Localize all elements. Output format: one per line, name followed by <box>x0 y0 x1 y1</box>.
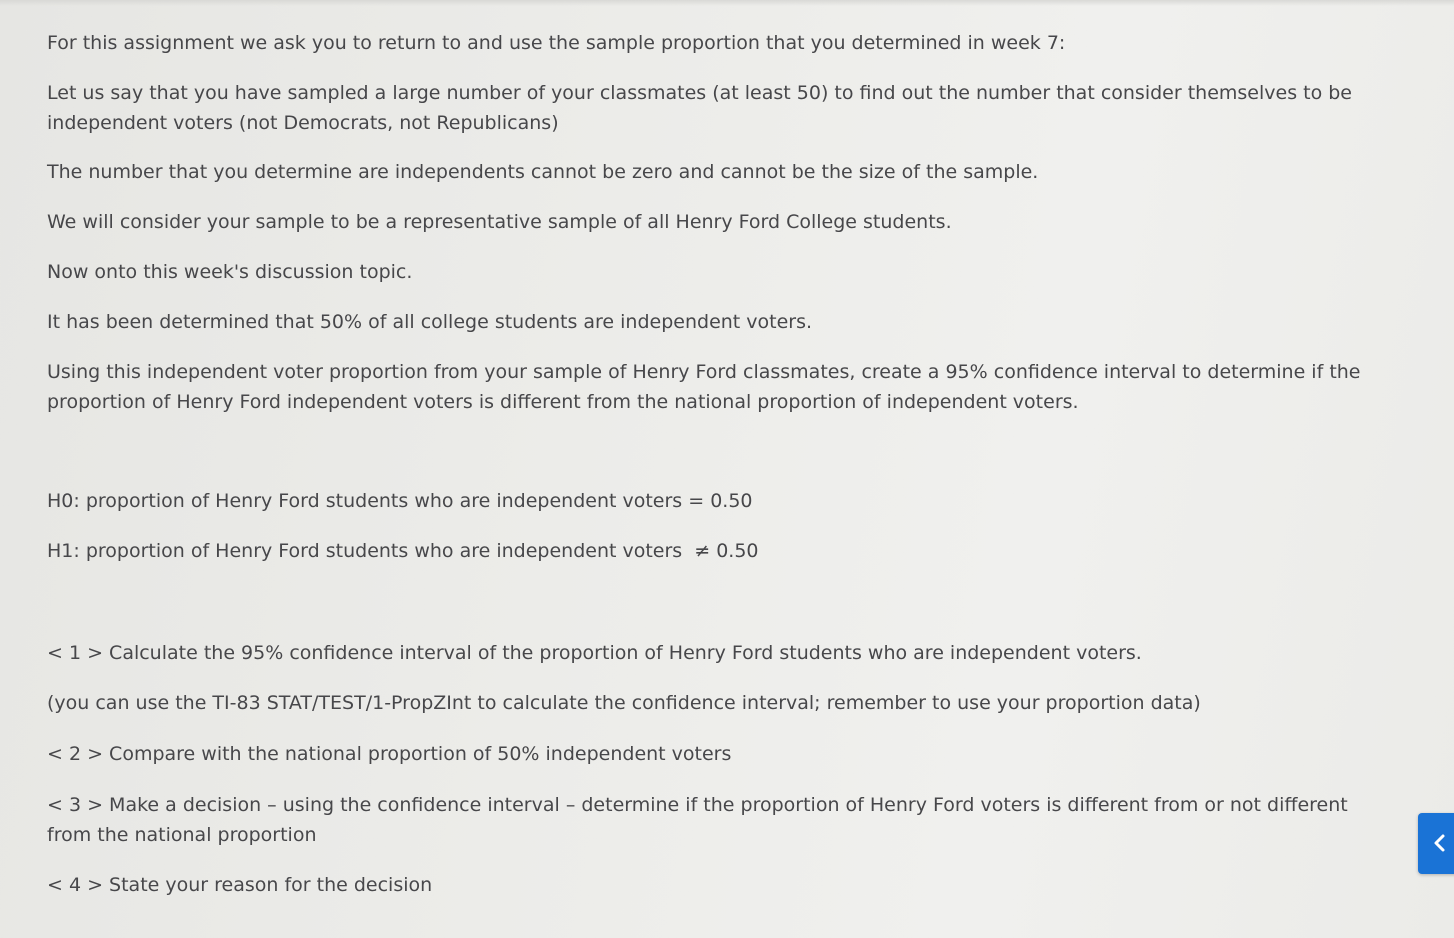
alternative-hypothesis-value: 0.50 <box>716 540 759 562</box>
instruction-paragraph: Using this independent voter proportion from your sample of Henry Ford classmates, create a 95% confidence interval to determine if the proportion of Henry Ford independent voters is different from the national proportion of independent voters. <box>47 361 1361 413</box>
chevron-left-icon <box>1432 833 1448 853</box>
step-3: < 3 > Make a decision – using the confidence interval – determine if the proportion of Henry Ford voters is different from or not different from the national proportion <box>47 794 1348 846</box>
step-4: < 4 > State your reason for the decision <box>47 874 433 896</box>
intro-paragraph: For this assignment we ask you to return to and use the sample proportion that you determined in week 7: <box>47 32 1066 54</box>
alternative-hypothesis-text: H1: proportion of Henry Ford students who are independent voters <box>47 540 683 562</box>
side-collapse-button[interactable] <box>1418 813 1454 874</box>
window-top-edge <box>0 0 1454 6</box>
alternative-hypothesis <box>47 536 759 566</box>
step-1: < 1 > Calculate the 95% confidence interval of the proportion of Henry Ford students who are independent voters. <box>47 642 1142 664</box>
topic-intro-paragraph: Now onto this week's discussion topic. <box>47 261 413 283</box>
constraint-paragraph: The number that you determine are independents cannot be zero and cannot be the size of the sample. <box>47 161 1039 183</box>
null-hypothesis: H0: proportion of Henry Ford students who are independent voters = 0.50 <box>47 490 753 512</box>
step-2: < 2 > Compare with the national proportion of 50% independent voters <box>47 743 732 765</box>
sample-description-paragraph: Let us say that you have sampled a large number of your classmates (at least 50) to find out the number that consider themselves to be independent voters (not Democrats, not Republicans) <box>47 82 1352 134</box>
national-fact-paragraph: It has been determined that 50% of all college students are independent voters. <box>47 311 813 333</box>
representative-paragraph: We will consider your sample to be a representative sample of all Henry Ford College students. <box>47 211 952 233</box>
not-equal-symbol: ≠ <box>694 540 711 562</box>
step-1-note: (you can use the TI-83 STAT/TEST/1-PropZInt to calculate the confidence interval; remember to use your proportion data) <box>47 692 1201 714</box>
